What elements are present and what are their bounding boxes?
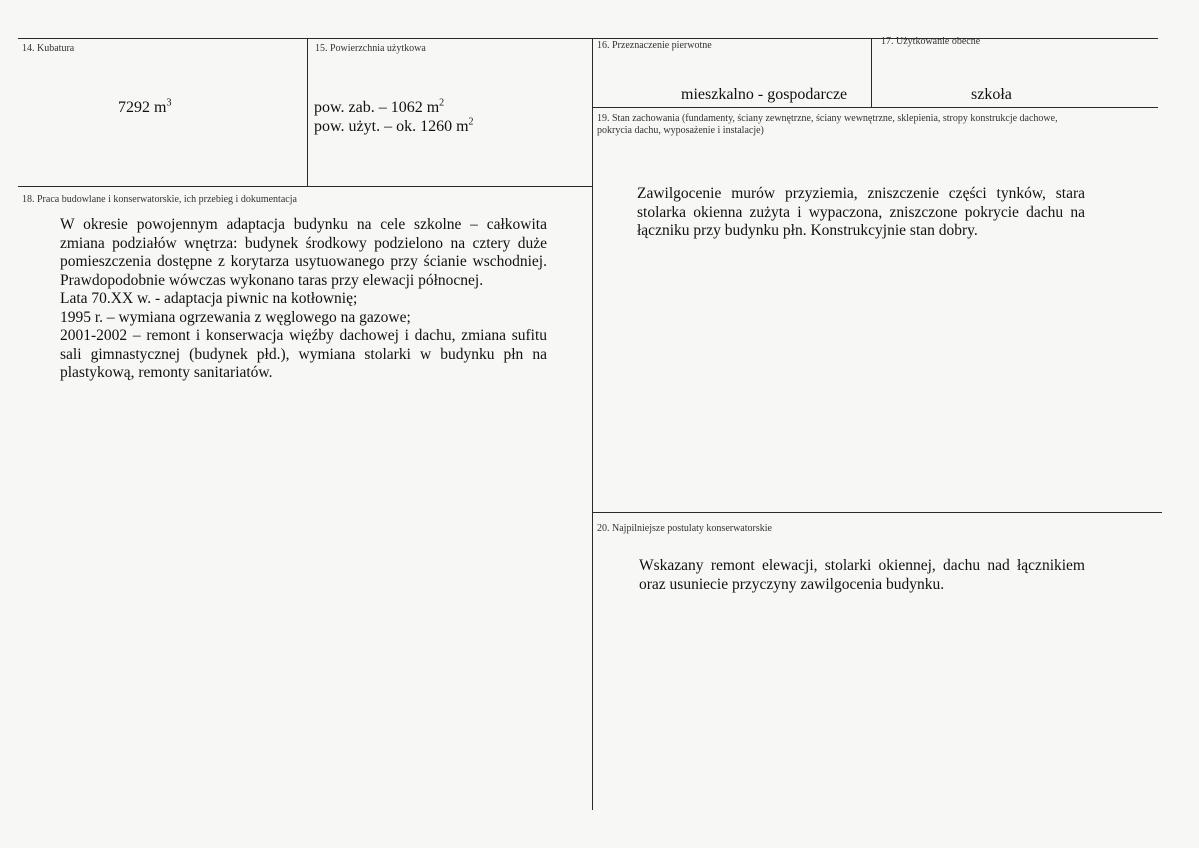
conservation-postulates-text: Wskazany remont elewacji, stolarki okiennej, dachu nad łącznikiem oraz usuniecie przyczyny zawilgocenia budynku.	[639, 557, 1085, 593]
kubatura-value	[118, 98, 171, 118]
construction-works-text	[60, 216, 547, 383]
works-paragraph-3: 1995 r. – wymiana ogrzewania z węglowego na gazowe;	[60, 308, 411, 326]
area-usable-exponent: 2	[468, 116, 474, 128]
field-15-label: 15. Powierzchnia użytkowa	[315, 43, 426, 54]
field-18-label: 18. Praca budowlane i konserwatorskie, ich przebieg i dokumentacja	[22, 194, 297, 205]
row-divider-19-20	[592, 512, 1162, 513]
condition-text: Zawilgocenie murów przyziemia, zniszczenie części tynków, stara stolarka okienna zużyta i wypaczona, zniszczone pokrycie dachu na łączniku przy budynku płn. Konstrukcyjnie stan dobry.	[637, 185, 1085, 239]
works-paragraph-2: Lata 70.XX w. - adaptacja piwnic na kotłownię;	[60, 290, 358, 307]
top-border	[18, 38, 1158, 39]
area-built-value	[314, 98, 444, 118]
area-built-text: pow. zab. – 1062 m	[314, 99, 440, 116]
row-divider-16-19	[592, 107, 1158, 108]
kubatura-number: 7292 m	[118, 99, 167, 116]
field-17-label: 17. Użytkowanie obecne	[881, 36, 981, 47]
current-use-value: szkoła	[971, 86, 1012, 103]
field-14-label: 14. Kubatura	[22, 43, 75, 54]
center-divider	[592, 38, 593, 810]
kubatura-unit-exponent: 3	[166, 97, 172, 109]
works-paragraph-1: W okresie powojennym adaptacja budynku na cele szkolne – całkowita zmiana podziałów wnętrza: budynek środkowy podzielono na cztery duże pomieszczenia dostępne z korytarza usytuowanego przy ścianie wschodniej. Prawdopodobnie wówczas wykonano taras przy elewacji północnej.	[60, 216, 547, 289]
divider-14-15	[307, 38, 308, 186]
field-19-label: 19. Stan zachowania (fundamenty, ściany zewnętrzne, ściany wewnętrzne, sklepienia, stropy konstrukcje dachowe, pokrycia dachu, wyposażenie i instalacje)	[597, 113, 1058, 136]
works-paragraph-4: 2001-2002 – remont i konserwacja więźby dachowej i dachu, zmiana sufitu sali gimnastycznej (budynek płd.), wymiana stolarki w budynku płn na plastykową, remonty sanitariatów.	[60, 327, 547, 381]
divider-16-17	[871, 38, 872, 108]
area-built-exponent: 2	[439, 97, 445, 109]
area-usable-text: pow. użyt. – ok. 1260 m	[314, 118, 469, 135]
original-purpose-value: mieszkalno - gospodarcze	[681, 86, 848, 103]
row-divider-left	[18, 186, 592, 187]
field-16-label: 16. Przeznaczenie pierwotne	[597, 40, 712, 51]
field-20-label: 20. Najpilniejsze postulaty konserwatorskie	[597, 523, 772, 534]
area-usable-value	[314, 117, 474, 137]
